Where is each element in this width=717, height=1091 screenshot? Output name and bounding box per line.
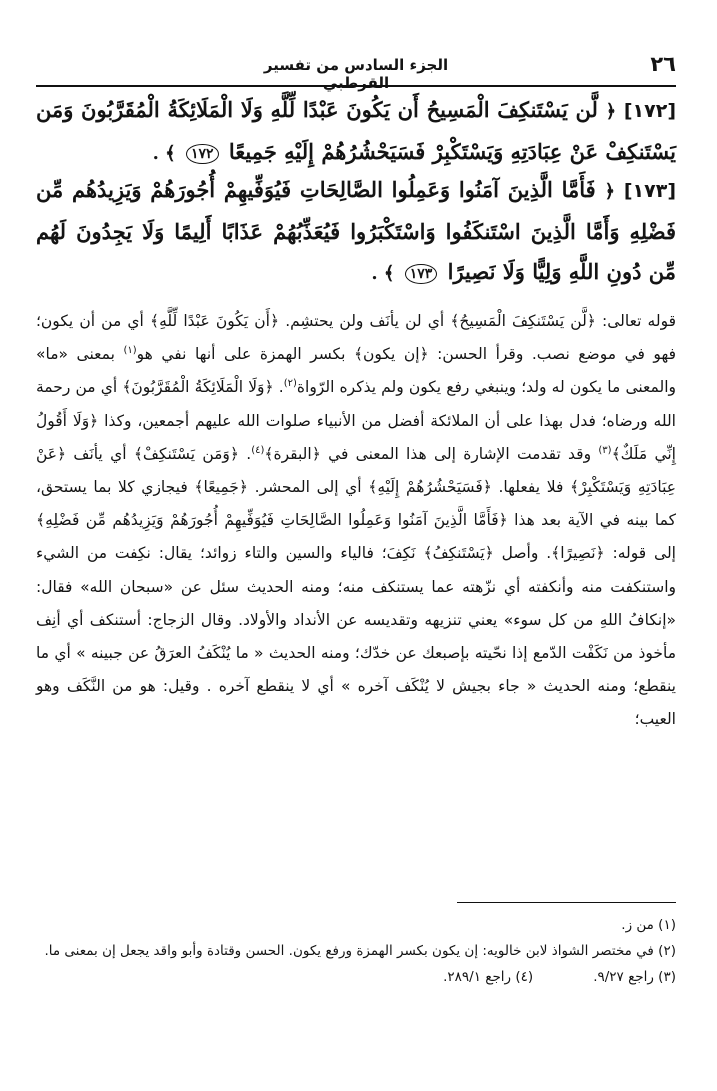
verse-open-bracket: ﴿ xyxy=(605,101,617,122)
verse-173 xyxy=(36,170,676,294)
page-number: ٢٦ xyxy=(650,52,676,76)
commentary-paragraph xyxy=(36,305,676,737)
footnote-row xyxy=(36,964,676,990)
verse-close-bracket: ﴾ . xyxy=(152,143,176,164)
commentary-segment: . ﴿وَلَا الْمَلَائِكَةُ الْمُقَرَّبُونَ﴾ أي من رحمة الله ورضاه؛ فدل بهذا على أن الملائكة أفضل من الأنبياء صلوات الله عليهم أجمعين، وكذا ﴿وَلَا أَقُولُ إِنِّي مَلَكٌ﴾ xyxy=(36,378,676,463)
commentary-segment: . ﴿وَمَن يَسْتَنكِفْ﴾ أي يأنَف ﴿عَنْ عِبَادَتِهِ وَيَسْتَكْبِرْ﴾ فلا يفعلها. ﴿فَسَيَحْشُرُهُمْ إِلَيْهِ﴾ أي إلى المحشر. ﴿جَمِيعًا﴾ فيجازي كلا بما يستحق، كما بينه في الآية بعد هذا ﴿فَأَمَّا الَّذِينَ آمَنُوا وَعَمِلُوا الصَّالِحَاتِ فَيُوَفِّيهِمْ أُجُورَهُمْ وَيَزِيدُهُم مِّن فَضْلِهِ﴾ إلى قوله: ﴿نَصِيرًا﴾. وأصل ﴿يَسْتَنكِفُ﴾ نَكِفَ؛ فالياء والسين والتاء زوائد؛ يقال: نكِفت من الشيء واستنكفت منه وأنكفته أي نزّهته عما يستنكف منه؛ ومنه الحديث سئل عن «سبحان الله» فقال: «إنكافُ اللهِ من كل سوء» يعني تنزيهه وتقديسه عن الأنداد والأولاد. وقال الزجاج: أستنكف أي أنِف مأخوذ من نَكَفْت الدّمع إذا نحّيته بإصبعك عن خدّك؛ ومنه الحديث « ما يُنْكَفُ العرَقُ عن جبينه » أي ما ينقطع؛ ومنه الحديث « جاء بجيش لا يُنْكَف آخره » أي لا ينقطع آخره . وقيل: هو من النَّكَف وهو العيب؛ xyxy=(36,444,676,729)
commentary-segment: قوله تعالى: ﴿لَّن يَسْتَنكِفَ الْمَسِيحُ﴾ أي لن يأنَف ولن يحتشِم. ﴿أَن يَكُونَ عَبْدًا لِّلَّهِ﴾ أي من أن يكون؛ فهو في موضع نصب. وقرأ الحسن: ﴿إن يكون﴾ بكسر الهمزة على أنها نفي هو xyxy=(36,312,676,364)
footnote-1: (١) من ز. xyxy=(621,917,676,933)
commentary-segment: بمعنى «ما» والمعنى ما يكون له ولد؛ وينبغي رفع يكون ولم يذكره الرّواة xyxy=(36,345,676,397)
header-divider xyxy=(36,85,676,87)
verse-text: لَّن يَسْتَنكِفَ الْمَسِيحُ أَن يَكُونَ عَبْدًا لِّلَّهِ وَلَا الْمَلَائِكَةُ الْمُقَرَّبُونَ وَمَن يَسْتَنكِفْ عَنْ عِبَادَتِهِ وَيَسْتَكْبِرْ فَسَيَحْشُرُهُمْ إِلَيْهِ جَمِيعًا xyxy=(36,97,676,164)
footnote-ref-3: (٣) xyxy=(598,444,612,456)
footnote-4: (٤) راجع ٢٨٩/١. xyxy=(443,969,534,985)
running-title: الجزء السادس من تفسير القرطبي xyxy=(263,56,449,92)
footnotes xyxy=(36,912,676,990)
footnote-divider xyxy=(457,902,676,903)
footnote-ref-4: (٤) xyxy=(251,444,265,456)
verse-text: فَأَمَّا الَّذِينَ آمَنُوا وَعَمِلُوا الصَّالِحَاتِ فَيُوَفِّيهِمْ أُجُورَهُمْ وَيَزِيدُهُم مِّن فَضْلِهِ وَأَمَّا الَّذِينَ اسْتَنكَفُوا وَاسْتَكْبَرُوا فَيُعَذِّبُهُمْ عَذَابًا أَلِيمًا وَلَا يَجِدُونَ لَهُم مِّن دُونِ اللَّهِ وَلِيًّا وَلَا نَصِيرًا xyxy=(36,177,676,284)
ayah-number-mark: ١٧٢ xyxy=(186,144,219,164)
verse-open-bracket: ﴿ xyxy=(604,181,616,202)
commentary-segment: وقد تقدمت الإشارة إلى هذا المعنى في ﴿البقرة﴾ xyxy=(264,444,592,463)
verse-number: [١٧٢] xyxy=(623,100,676,122)
footnote-ref-1: (١) xyxy=(123,345,137,357)
page-header xyxy=(36,52,676,92)
commentary-text xyxy=(36,305,676,737)
footnote-2: (٢) في مختصر الشواذ لابن خالويه: إن يكون بكسر الهمزة ورفع يكون. الحسن وقتادة وأبو واقد يجعل إن بمعنى ما. xyxy=(44,943,676,959)
verse-number: [١٧٣] xyxy=(623,180,677,202)
footnote-3: (٣) راجع ٩/٢٧. xyxy=(593,969,676,985)
footnote-ref-2: (٢) xyxy=(283,378,297,390)
verse-172 xyxy=(36,90,676,174)
ayah-number-mark: ١٧٣ xyxy=(405,264,438,284)
verse-close-bracket: ﴾ . xyxy=(371,263,395,284)
